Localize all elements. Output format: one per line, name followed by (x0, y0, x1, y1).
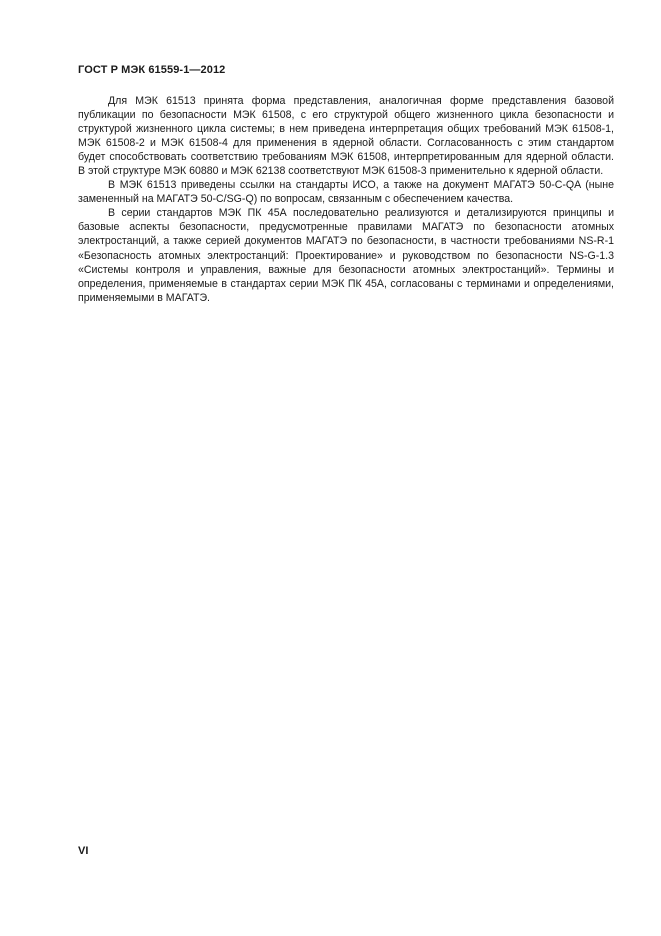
page-number: VI (78, 845, 89, 857)
paragraph: В серии стандартов МЭК ПК 45А последовательно реализуются и детализируются принципы и базовые аспекты безопасности, предусмотренные правилами МАГАТЭ по безопасности атомных электростанций, а также серией документов МАГАТЭ по безопасности, в частности требованиями NS-R-1 «Безопасность атомных электростанций: Проектирование» и руководством по безопасности NS-G-1.3 «Системы контроля и управления, важные для безопасности атомных электростанций». Термины и определения, применяемые в стандартах серии МЭК ПК 45А, согласованы с терминами и определениями, применяемыми в МАГАТЭ. (78, 207, 614, 304)
paragraph: Для МЭК 61513 принята форма представления, аналогичная форме представления базовой публикации по безопасности МЭК 61508, с его структурой общего жизненного цикла безопасности и структурой жизненного цикла системы; в нем приведена интерпретация общих требований МЭК 61508-1, МЭК 61508-2 и МЭК 61508-4 для применения в ядерной области. Согласованность с этим стандартом будет способствовать соответствию требованиям МЭК 61508, интерпретированным для ядерной области. В этой структуре МЭК 60880 и МЭК 62138 соответствуют МЭК 61508-3 применительно к ядерной области. (78, 95, 614, 178)
paragraph: В МЭК 61513 приведены ссылки на стандарты ИСО, а также на документ МАГАТЭ 50-С-QA (ныне замененный на МАГАТЭ 50-C/SG-Q) по вопросам, связанным с обеспечением качества. (78, 179, 614, 206)
body-text (78, 94, 614, 305)
document-header-standard-id: ГОСТ Р МЭК 61559-1—2012 (78, 64, 226, 76)
